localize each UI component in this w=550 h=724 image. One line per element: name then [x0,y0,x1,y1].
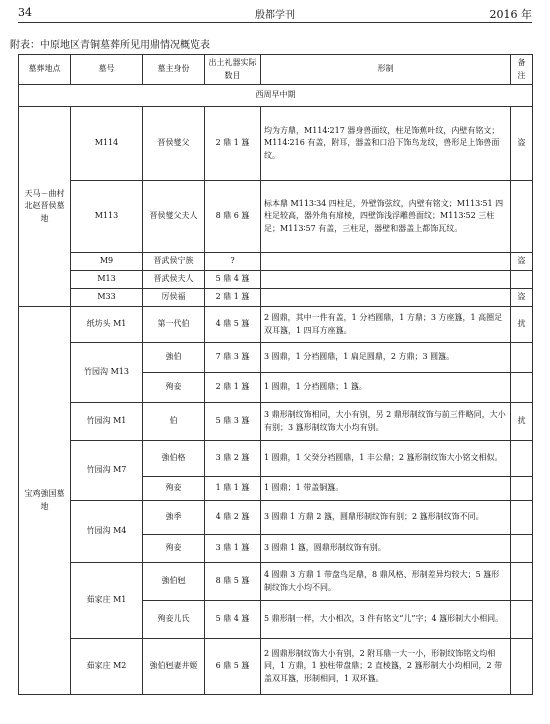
count-cell: ? [205,253,261,271]
desc-cell: 5 鼎形制一样，大小相次，3 件有铭文“儿”字；4 簋形制大小相同。 [261,601,511,639]
col-header: 形制 [261,55,511,85]
owner-cell: 殉妾儿氏 [143,601,205,639]
tomb-cell: 茹家庄 M1 [71,563,143,639]
table-row [19,253,533,271]
note-cell [511,373,533,403]
owner-cell: 強伯格 [143,441,205,477]
desc-cell [261,271,511,289]
tomb-cell: 竹园沟 M7 [71,441,143,501]
table-row [19,639,533,695]
count-cell: 8 鼎 6 簋 [205,181,261,253]
note-cell [511,343,533,373]
desc-cell [261,253,511,271]
note-cell: 扰 [511,403,533,441]
desc-cell: 3 圆鼎，1 分裆圆鼎，1 扁足圆鼎，2 方鼎；3 圆簋。 [261,343,511,373]
count-cell: 7 鼎 3 簋 [205,343,261,373]
tomb-cell: M114 [71,107,143,181]
col-header: 出土礼器实际数目 [205,55,261,85]
header-row [19,55,533,85]
tomb-cell: M113 [71,181,143,253]
owner-cell: 強伯𣄰妻井姬 [143,639,205,695]
note-cell [511,639,533,695]
table-row [19,271,533,289]
note-cell: 盗 [511,253,533,271]
desc-cell: 3 圆鼎 1 方鼎 2 簋，圆鼎形制纹饰有别；2 簋形制纹饰不同。 [261,501,511,535]
table-row [19,307,533,343]
owner-cell: 晋侯燮父夫人 [143,181,205,253]
desc-cell [261,289,511,307]
note-cell [511,563,533,601]
note-cell: 盗 [511,107,533,181]
count-cell: 4 鼎 2 簋 [205,501,261,535]
count-cell: 5 鼎 4 簋 [205,601,261,639]
desc-cell: 1 圆鼎，1 父癸分裆圆鼎，1 丰公鼎；2 簋形制纹饰大小铭文相似。 [261,441,511,477]
note-cell [511,477,533,501]
desc-cell: 均为方鼎，M114∶217 器身兽面纹，柱足饰蕉叶纹，内壁有铭文；M114∶216 有盖，附耳，器盖和口沿下饰鸟龙纹，兽形足上饰兽面纹。 [261,107,511,181]
desc-cell: 3 圆鼎 1 簋，圆鼎形制纹饰有别。 [261,535,511,563]
owner-cell: 晋武侯宁族 [143,253,205,271]
table-row [19,441,533,477]
count-cell: 4 鼎 5 簋 [205,307,261,343]
tomb-cell: 竹园沟 M13 [71,343,143,403]
owner-cell: 第一代伯 [143,307,205,343]
owner-cell: 晋武侯夫人 [143,271,205,289]
owner-cell: 厉侯福 [143,289,205,307]
desc-cell: 标本鼎 M113∶34 四柱足，外壁饰弦纹，内壁有铭文；M113∶51 四柱足较高，器外角有扉棱，四壁饰浅浮雕兽面纹；M113∶52 三柱足；M113∶57 有盖，三柱足，器壁和器盖上都饰瓦纹。 [261,181,511,253]
count-cell: 1 鼎 1 簋 [205,477,261,501]
running-header [18,6,532,22]
col-header: 墓主身份 [143,55,205,85]
table-row [19,403,533,441]
location-cell: 宝鸡強国墓地 [19,307,71,695]
owner-cell: 殉妾 [143,477,205,501]
note-cell [511,441,533,477]
note-cell [511,271,533,289]
desc-cell: 2 圆鼎形制纹饰大小有别，2 附耳鼎一大一小，形制纹饰铭文均相同，1 方鼎，1 独柱带盘鼎；2 直棱簋，2 簋形制大小均相同，2 带盖双耳簋，形制相同，1 双环簋。 [261,639,511,695]
journal-name: 殷都学刊 [255,10,295,21]
page-number: 34 [18,6,32,19]
table-row [19,107,533,181]
col-header: 墓号 [71,55,143,85]
desc-cell: 3 鼎形制纹饰相同，大小有别，另 2 鼎形制纹饰与前三件略同，大小有别；3 簋形制纹饰大小均有别。 [261,403,511,441]
table-row [19,563,533,601]
desc-cell: 1 圆鼎；1 带盖铜簋。 [261,477,511,501]
desc-cell: 1 圆鼎，1 分裆圆鼎；1 簋。 [261,373,511,403]
table-row [19,501,533,535]
location-cell: 天马－曲村北赵晋侯墓地 [19,107,71,307]
tomb-cell: M13 [71,271,143,289]
note-cell: 盗 [511,289,533,307]
tomb-cell: 茹家庄 M2 [71,639,143,695]
table-row [19,289,533,307]
tomb-cell: M33 [71,289,143,307]
owner-cell: 殉妾 [143,373,205,403]
table-row [19,343,533,373]
col-header: 墓葬地点 [19,55,71,85]
table-title: 附表：中原地区青铜墓葬所见用鼎情况概览表 [10,40,210,51]
desc-cell: 4 圆鼎 3 方鼎 1 带盘鸟足鼎，8 鼎风格、形制差异均较大；5 簋形制纹饰大小均不同。 [261,563,511,601]
year: 2016 年 [489,8,532,21]
count-cell: 8 鼎 5 簋 [205,563,261,601]
count-cell: 3 鼎 1 簋 [205,535,261,563]
header-rule [18,22,532,23]
count-cell: 6 鼎 5 簋 [205,639,261,695]
owner-cell: 強伯𣄰 [143,563,205,601]
desc-cell: 2 圆鼎，其中一件有盖，1 分裆圆鼎，1 方鼎；3 方座簋，1 高圈足双耳簋，1 四耳方座簋。 [261,307,511,343]
note-cell: 扰 [511,307,533,343]
note-cell [511,535,533,563]
tomb-cell: M9 [71,253,143,271]
tomb-cell: 竹园沟 M4 [71,501,143,563]
count-cell: 2 鼎 1 簋 [205,107,261,181]
owner-cell: 伯 [143,403,205,441]
owner-cell: 強伯 [143,343,205,373]
note-cell [511,501,533,535]
tomb-cell: 纸坊头 M1 [71,307,143,343]
col-header: 备注 [511,55,533,85]
tomb-table [18,54,533,695]
owner-cell: 晋侯燮父 [143,107,205,181]
note-cell [511,601,533,639]
table-row [19,181,533,253]
tomb-cell: 竹园沟 M1 [71,403,143,441]
count-cell: 3 鼎 2 簋 [205,441,261,477]
owner-cell: 強季 [143,501,205,535]
note-cell [511,181,533,253]
count-cell: 2 鼎 1 簋 [205,289,261,307]
count-cell: 2 鼎 1 簋 [205,373,261,403]
period-row [19,85,533,107]
period-label: 西周早中期 [19,85,533,107]
count-cell: 5 鼎 4 簋 [205,271,261,289]
owner-cell: 殉妾 [143,535,205,563]
count-cell: 5 鼎 3 簋 [205,403,261,441]
